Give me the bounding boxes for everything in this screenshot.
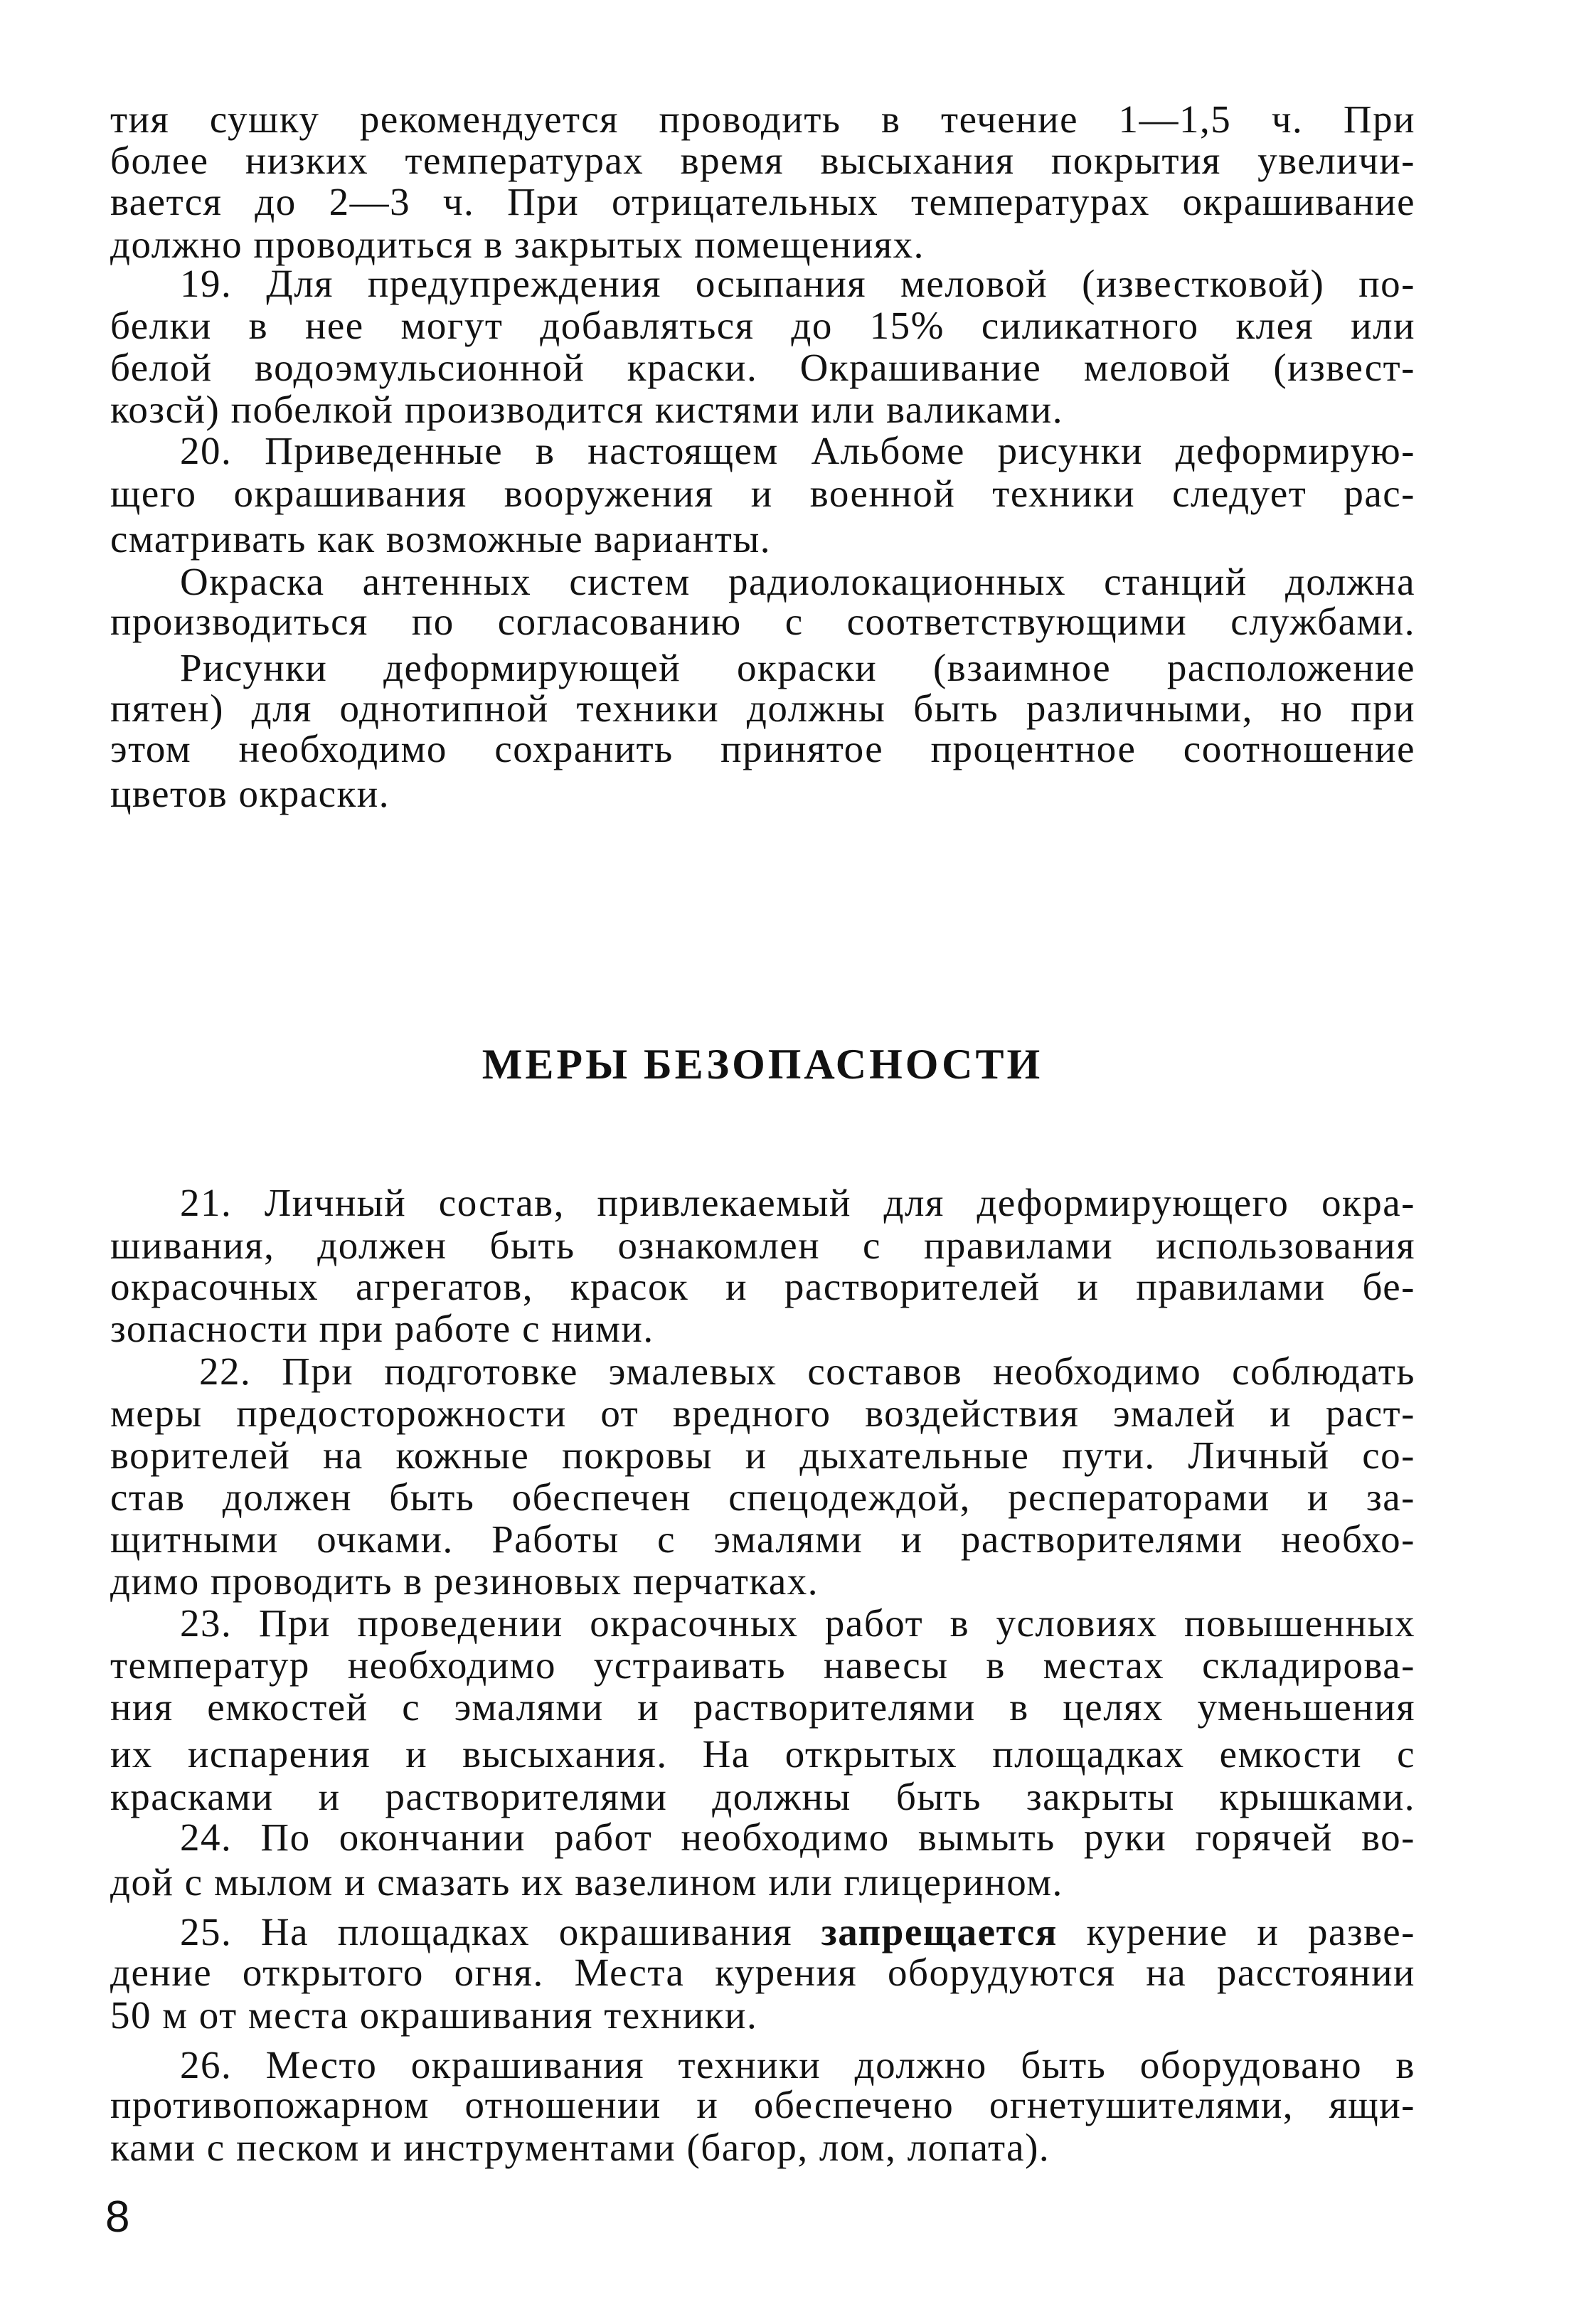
text-line: пятен) для однотипной техники должны быть различными, но при (110, 686, 1415, 730)
text-line: сматривать как возможные варианты. (110, 517, 772, 561)
emphasized-word: запрещается (821, 1910, 1058, 1953)
text-line: вается до 2—3 ч. При отрицательных температурах окрашивание (110, 180, 1415, 223)
text-line: щего окрашивания вооружения и военной техники следует рас- (110, 472, 1415, 515)
text-segment: 25. На площадках окрашивания (180, 1910, 821, 1953)
text-line: став должен быть обеспечен спецодеждой, респераторами и за- (110, 1475, 1415, 1519)
text-line: щитными очками. Работы с эмалями и растворителями необхо- (110, 1517, 1415, 1561)
section-heading-text: МЕРЫ БЕЗОПАСНОСТИ (482, 1041, 1043, 1088)
paragraph-20-line: 20. Приведенные в настоящем Альбоме рисунки деформирую- (180, 429, 1415, 472)
text-line: тия сушку рекомендуется проводить в течение 1—1,5 ч. При (110, 97, 1415, 141)
text-line: окрасочных агрегатов, красок и растворителей и правилами бе- (110, 1265, 1415, 1308)
text-line: димо проводить в резиновых перчатках. (110, 1559, 819, 1603)
text-line: 50 м от места окрашивания техники. (110, 1993, 758, 2037)
text-line: белой водоэмульсионной краски. Окрашивание меловой (извест- (110, 346, 1415, 389)
paragraph-24-line: 24. По окончании работ необходимо вымыть руки горячей во- (180, 1815, 1415, 1859)
text-line: меры предосторожности от вредного воздействия эмалей и раст- (110, 1391, 1415, 1435)
text-line: производиться по согласованию с соответствующими службами. (110, 600, 1415, 643)
paragraph-patterns-line: Рисунки деформирующей окраски (взаимное расположение (180, 646, 1415, 689)
text-line: зопасности при работе с ними. (110, 1307, 654, 1350)
text-line: козсй) побелкой производится кистями или валиками. (110, 388, 1063, 431)
text-line: цветов окраски. (110, 772, 390, 815)
paragraph-22-line: 22. При подготовке эмалевых составов необходимо соблюдать (199, 1350, 1415, 1393)
paragraph-21-line: 21. Личный состав, привлекаемый для деформирующего окра- (180, 1181, 1415, 1224)
text-line: более низких температурах время высыхания покрытия увеличи- (110, 139, 1415, 182)
text-line: дение открытого огня. Места курения оборудуются на расстоянии (110, 1951, 1415, 1994)
paragraph-26-line: 26. Место окрашивания техники должно быть оборудовано в (180, 2043, 1415, 2087)
paragraph-antenna-line: Окраска антенных систем радиолокационных станций должна (180, 560, 1415, 603)
text-line: этом необходимо сохранить принятое процентное соотношение (110, 727, 1415, 770)
text-line: должно проводиться в закрытых помещениях. (110, 223, 925, 266)
text-line: дой с мылом и смазать их вазелином или глицерином. (110, 1860, 1063, 1904)
paragraph-19-line: 19. Для предупреждения осыпания меловой (известковой) по- (180, 262, 1415, 305)
text-line: белки в нее могут добавляться до 15% силикатного клея или (110, 304, 1415, 347)
text-line: ворителей на кожные покровы и дыхательные пути. Личный со- (110, 1433, 1415, 1477)
paragraph-23-line: 23. При проведении окрасочных работ в условиях повышенных (180, 1601, 1415, 1645)
page-number: 8 (105, 2193, 130, 2242)
text-line: противопожарном отношении и обеспечено огнетушителями, ящи- (110, 2083, 1415, 2126)
text-segment: курение и разве- (1057, 1910, 1415, 1953)
text-line: ками с песком и инструментами (багор, лом, лопата). (110, 2126, 1050, 2169)
text-line: ния емкостей с эмалями и растворителями в целях уменьшения (110, 1685, 1415, 1729)
paragraph-25-line (110, 1911, 1415, 1953)
text-line: температур необходимо устраивать навесы в местах складирова- (110, 1643, 1415, 1687)
text-line: шивания, должен быть ознакомлен с правилами использования (110, 1224, 1415, 1267)
text-line: красками и растворителями должны быть закрыты крышками. (110, 1775, 1415, 1818)
text-line: их испарения и высыхания. На открытых площадках емкости с (110, 1732, 1415, 1776)
section-heading (0, 1040, 1596, 1089)
